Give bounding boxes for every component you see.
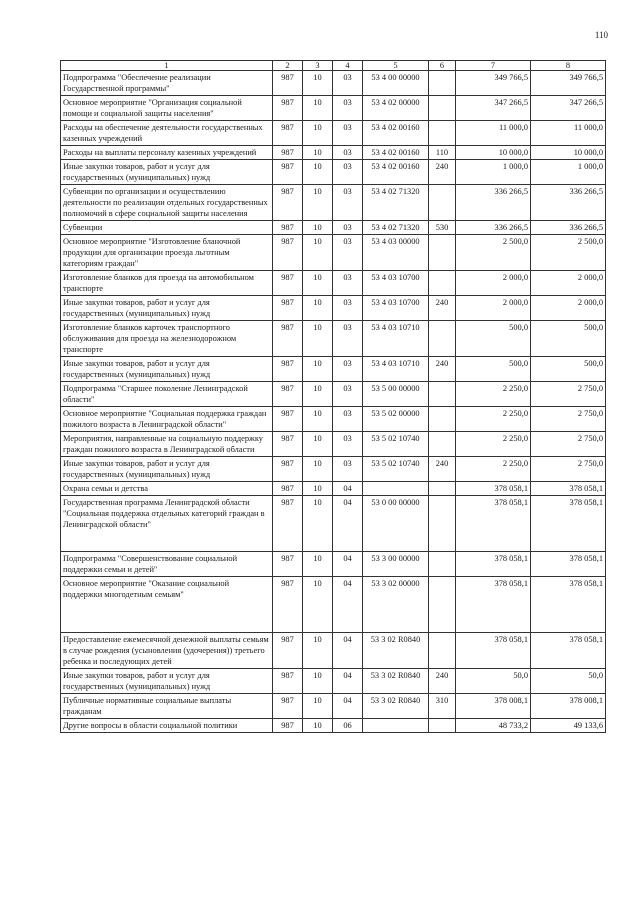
row-name: Другие вопросы в области социальной политики [61,719,273,733]
row-subsection: 04 [333,496,363,552]
row-name: Основное мероприятие "Социальная поддержка граждан пожилого возраста в Ленинградской области" [61,407,273,432]
row-name: Публичные нормативные социальные выплаты гражданам [61,694,273,719]
row-section: 10 [303,357,333,382]
row-amount-year2: 11 000,0 [531,121,606,146]
row-subsection: 03 [333,121,363,146]
row-section: 10 [303,669,333,694]
row-section: 10 [303,96,333,121]
row-subsection: 04 [333,482,363,496]
row-admin-code: 987 [273,146,303,160]
row-admin-code: 987 [273,321,303,357]
row-target-article: 53 4 03 10710 [363,321,429,357]
row-admin-code: 987 [273,577,303,633]
table-row [61,221,606,235]
row-admin-code: 987 [273,221,303,235]
row-admin-code: 987 [273,694,303,719]
row-section: 10 [303,719,333,733]
row-target-article: 53 3 00 00000 [363,552,429,577]
row-name: Охрана семьи и детства [61,482,273,496]
row-expense-type: 530 [429,221,456,235]
row-amount-year1: 50,0 [456,669,531,694]
row-admin-code: 987 [273,235,303,271]
row-admin-code: 987 [273,633,303,669]
row-amount-year2: 378 058,1 [531,496,606,552]
row-expense-type [429,432,456,457]
row-target-article [363,719,429,733]
col-header-7: 7 [456,61,531,71]
row-subsection: 03 [333,271,363,296]
row-name: Иные закупки товаров, работ и услуг для государственных (муниципальных) нужд [61,357,273,382]
row-name: Мероприятия, направленные на социальную поддержку граждан пожилого возраста в Ленинградской области [61,432,273,457]
row-expense-type [429,321,456,357]
row-section: 10 [303,146,333,160]
col-header-6: 6 [429,61,456,71]
row-subsection: 03 [333,96,363,121]
table-row [61,577,606,633]
row-amount-year2: 2 000,0 [531,271,606,296]
row-name: Субвенции по организации и осуществлению деятельности по реализации отдельных государственных полномочий в сфере социальной защиты населения [61,185,273,221]
row-subsection: 03 [333,146,363,160]
row-amount-year2: 2 500,0 [531,235,606,271]
row-admin-code: 987 [273,121,303,146]
row-section: 10 [303,407,333,432]
row-section: 10 [303,221,333,235]
table-row [61,71,606,96]
row-amount-year1: 336 266,5 [456,221,531,235]
row-amount-year1: 2 250,0 [456,457,531,482]
row-section: 10 [303,633,333,669]
row-subsection: 03 [333,457,363,482]
row-admin-code: 987 [273,271,303,296]
row-expense-type: 240 [429,160,456,185]
row-admin-code: 987 [273,457,303,482]
row-amount-year2: 336 266,5 [531,221,606,235]
table-row [61,121,606,146]
row-section: 10 [303,457,333,482]
row-amount-year2: 500,0 [531,357,606,382]
row-expense-type [429,271,456,296]
row-name: Подпрограмма "Обеспечение реализации Государственной программы" [61,71,273,96]
row-name: Подпрограмма "Старшее поколение Ленинградской области" [61,382,273,407]
row-name: Иные закупки товаров, работ и услуг для государственных (муниципальных) нужд [61,669,273,694]
col-header-3: 3 [303,61,333,71]
row-name: Изготовление бланков карточек транспортного обслуживания для проезда на железнодорожном транспорте [61,321,273,357]
row-target-article: 53 0 00 00000 [363,496,429,552]
table-row [61,432,606,457]
table-row [61,146,606,160]
row-subsection: 03 [333,71,363,96]
row-amount-year1: 2 000,0 [456,296,531,321]
row-amount-year1: 336 266,5 [456,185,531,221]
table-row [61,457,606,482]
row-target-article: 53 5 02 10740 [363,457,429,482]
table-row [61,694,606,719]
row-target-article: 53 4 02 71320 [363,185,429,221]
row-target-article: 53 4 03 00000 [363,235,429,271]
row-name: Изготовление бланков для проезда на автомобильном транспорте [61,271,273,296]
row-amount-year1: 378 058,1 [456,633,531,669]
col-header-2: 2 [273,61,303,71]
row-subsection: 03 [333,357,363,382]
row-subsection: 04 [333,552,363,577]
row-amount-year2: 378 058,1 [531,552,606,577]
table-row [61,496,606,552]
row-name: Предоставление ежемесячной денежной выплаты семьям в случае рождения (усыновления (удочерения)) третьего ребенка и последующих детей [61,633,273,669]
row-admin-code: 987 [273,407,303,432]
row-amount-year1: 1 000,0 [456,160,531,185]
row-target-article: 53 3 02 00000 [363,577,429,633]
row-amount-year1: 2 000,0 [456,271,531,296]
row-subsection: 06 [333,719,363,733]
row-admin-code: 987 [273,185,303,221]
row-amount-year2: 2 750,0 [531,457,606,482]
row-admin-code: 987 [273,382,303,407]
row-expense-type: 240 [429,296,456,321]
row-subsection: 04 [333,633,363,669]
row-expense-type [429,96,456,121]
row-amount-year1: 2 500,0 [456,235,531,271]
row-amount-year2: 500,0 [531,321,606,357]
row-amount-year1: 2 250,0 [456,382,531,407]
row-name: Расходы на обеспечение деятельности государственных казенных учреждений [61,121,273,146]
row-target-article: 53 4 03 10710 [363,357,429,382]
row-subsection: 03 [333,185,363,221]
row-amount-year2: 2 750,0 [531,407,606,432]
row-amount-year2: 10 000,0 [531,146,606,160]
row-expense-type [429,185,456,221]
row-target-article: 53 3 02 R0840 [363,669,429,694]
col-header-4: 4 [333,61,363,71]
row-subsection: 04 [333,669,363,694]
row-amount-year2: 378 058,1 [531,633,606,669]
row-target-article: 53 4 00 00000 [363,71,429,96]
row-name: Расходы на выплаты персоналу казенных учреждений [61,146,273,160]
row-name: Основное мероприятие "Организация социальной помощи и социальной защиты населения" [61,96,273,121]
row-section: 10 [303,382,333,407]
table-row [61,357,606,382]
row-section: 10 [303,185,333,221]
row-name: Государственная программа Ленинградской области "Социальная поддержка отдельных категорий граждан в Ленинградской области" [61,496,273,552]
row-section: 10 [303,71,333,96]
row-admin-code: 987 [273,669,303,694]
row-target-article: 53 4 03 10700 [363,271,429,296]
row-name: Иные закупки товаров, работ и услуг для государственных (муниципальных) нужд [61,457,273,482]
row-section: 10 [303,577,333,633]
row-target-article: 53 4 02 00000 [363,96,429,121]
row-expense-type: 240 [429,669,456,694]
row-target-article: 53 3 02 R0840 [363,694,429,719]
page-number: 110 [594,30,608,40]
row-amount-year2: 336 266,5 [531,185,606,221]
row-amount-year1: 2 250,0 [456,432,531,457]
row-name: Субвенции [61,221,273,235]
row-name: Основное мероприятие "Изготовление бланочной продукции для организации проезда льготным категориям граждан" [61,235,273,271]
budget-table [60,60,606,733]
row-amount-year1: 378 058,1 [456,552,531,577]
row-amount-year1: 378 058,1 [456,496,531,552]
row-amount-year2: 50,0 [531,669,606,694]
row-expense-type [429,552,456,577]
row-amount-year1: 500,0 [456,321,531,357]
row-section: 10 [303,296,333,321]
row-target-article: 53 5 02 00000 [363,407,429,432]
row-expense-type [429,496,456,552]
row-section: 10 [303,160,333,185]
row-amount-year1: 349 766,5 [456,71,531,96]
table-row [61,669,606,694]
table-row [61,235,606,271]
row-expense-type [429,407,456,432]
row-expense-type [429,121,456,146]
row-expense-type: 240 [429,357,456,382]
row-target-article [363,482,429,496]
table-row [61,407,606,432]
row-amount-year2: 378 008,1 [531,694,606,719]
row-target-article: 53 4 02 00160 [363,146,429,160]
row-subsection: 04 [333,577,363,633]
row-amount-year2: 349 766,5 [531,71,606,96]
row-amount-year2: 2 750,0 [531,382,606,407]
row-target-article: 53 4 02 71320 [363,221,429,235]
row-name: Иные закупки товаров, работ и услуг для государственных (муниципальных) нужд [61,296,273,321]
row-subsection: 04 [333,694,363,719]
row-admin-code: 987 [273,719,303,733]
row-section: 10 [303,271,333,296]
row-admin-code: 987 [273,482,303,496]
row-amount-year2: 347 266,5 [531,96,606,121]
row-admin-code: 987 [273,496,303,552]
table-row [61,482,606,496]
table-row [61,633,606,669]
row-admin-code: 987 [273,96,303,121]
row-section: 10 [303,121,333,146]
table-row [61,160,606,185]
header-row [61,61,606,71]
row-amount-year2: 378 058,1 [531,577,606,633]
row-amount-year2: 2 000,0 [531,296,606,321]
row-section: 10 [303,496,333,552]
table-row [61,719,606,733]
row-target-article: 53 5 00 00000 [363,382,429,407]
row-subsection: 03 [333,235,363,271]
row-admin-code: 987 [273,296,303,321]
row-admin-code: 987 [273,432,303,457]
row-subsection: 03 [333,221,363,235]
row-amount-year2: 2 750,0 [531,432,606,457]
row-subsection: 03 [333,160,363,185]
row-expense-type: 110 [429,146,456,160]
row-amount-year1: 500,0 [456,357,531,382]
row-amount-year1: 378 008,1 [456,694,531,719]
table-row [61,96,606,121]
row-subsection: 03 [333,407,363,432]
row-subsection: 03 [333,296,363,321]
row-section: 10 [303,552,333,577]
row-amount-year1: 378 058,1 [456,577,531,633]
row-amount-year2: 49 133,6 [531,719,606,733]
row-target-article: 53 4 03 10700 [363,296,429,321]
row-expense-type: 310 [429,694,456,719]
row-section: 10 [303,694,333,719]
row-admin-code: 987 [273,552,303,577]
row-expense-type [429,235,456,271]
row-target-article: 53 3 02 R0840 [363,633,429,669]
row-section: 10 [303,482,333,496]
row-subsection: 03 [333,432,363,457]
row-admin-code: 987 [273,357,303,382]
table-row [61,552,606,577]
row-subsection: 03 [333,321,363,357]
row-subsection: 03 [333,382,363,407]
row-target-article: 53 5 02 10740 [363,432,429,457]
row-expense-type [429,577,456,633]
row-amount-year2: 1 000,0 [531,160,606,185]
row-expense-type [429,633,456,669]
row-admin-code: 987 [273,160,303,185]
row-expense-type [429,482,456,496]
table-body [61,71,606,733]
table-row [61,271,606,296]
table-row [61,321,606,357]
table-row [61,185,606,221]
table-row [61,382,606,407]
row-section: 10 [303,321,333,357]
row-section: 10 [303,235,333,271]
row-name: Основное мероприятие "Оказание социальной поддержки многодетным семьям" [61,577,273,633]
row-amount-year1: 2 250,0 [456,407,531,432]
row-section: 10 [303,432,333,457]
row-amount-year1: 48 733,2 [456,719,531,733]
row-name: Иные закупки товаров, работ и услуг для государственных (муниципальных) нужд [61,160,273,185]
row-name: Подпрограмма "Совершенствование социальной поддержки семьи и детей" [61,552,273,577]
row-amount-year1: 347 266,5 [456,96,531,121]
row-amount-year1: 11 000,0 [456,121,531,146]
col-header-8: 8 [531,61,606,71]
row-target-article: 53 4 02 00160 [363,160,429,185]
table-row [61,296,606,321]
col-header-5: 5 [363,61,429,71]
row-amount-year2: 378 058,1 [531,482,606,496]
row-expense-type: 240 [429,457,456,482]
row-admin-code: 987 [273,71,303,96]
row-amount-year1: 378 058,1 [456,482,531,496]
row-expense-type [429,719,456,733]
row-expense-type [429,71,456,96]
row-expense-type [429,382,456,407]
row-target-article: 53 4 02 00160 [363,121,429,146]
row-amount-year1: 10 000,0 [456,146,531,160]
col-header-1: 1 [61,61,273,71]
